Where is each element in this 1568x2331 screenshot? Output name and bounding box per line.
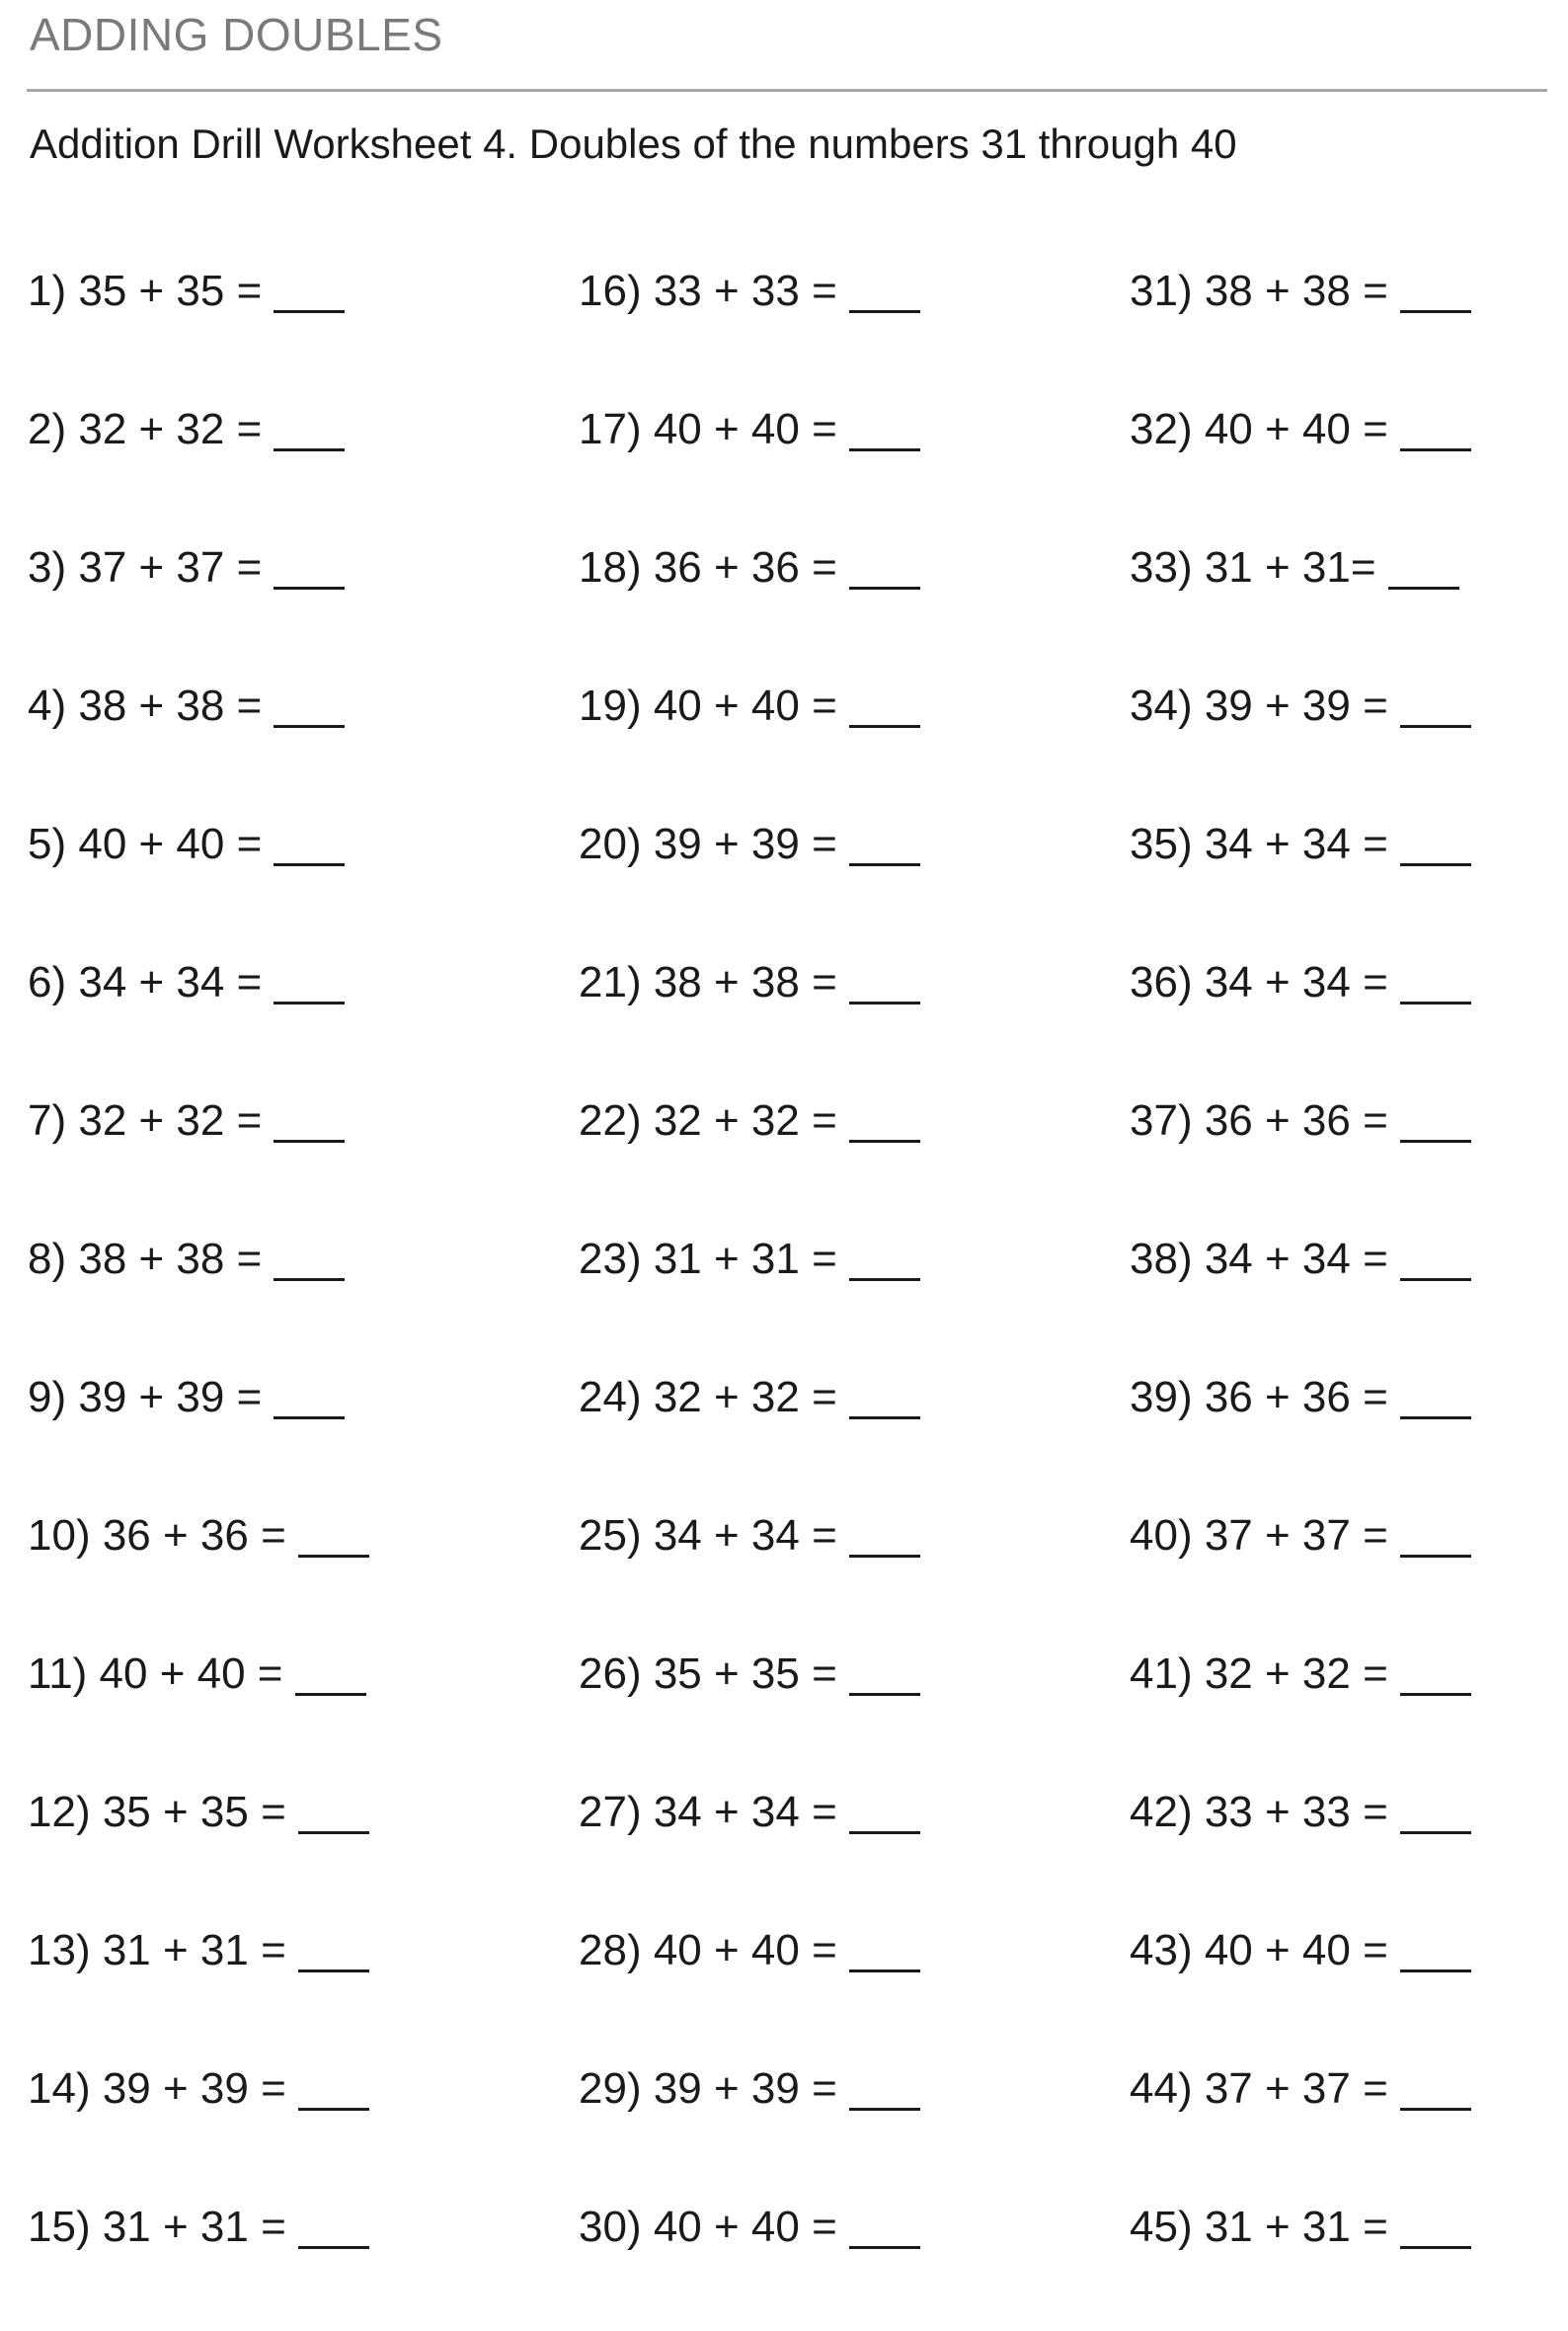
answer-blank[interactable] — [295, 1653, 366, 1696]
problem-item — [579, 1901, 1130, 2000]
problem-label: 43) 40 + 40 = — [1130, 1926, 1388, 1974]
answer-blank[interactable] — [1400, 271, 1471, 313]
problem-label: 33) 31 + 31= — [1130, 543, 1376, 592]
problem-label: 37) 36 + 36 = — [1130, 1096, 1388, 1145]
problem-item — [28, 1072, 579, 1170]
answer-blank[interactable] — [1400, 1100, 1471, 1143]
problem-item — [1130, 933, 1568, 1032]
problem-item — [579, 1072, 1130, 1170]
problem-item — [28, 2040, 579, 2138]
problem-label: 4) 38 + 38 = — [28, 682, 263, 730]
problem-item — [1130, 1763, 1568, 1862]
problem-label: 44) 37 + 37 = — [1130, 2064, 1388, 2113]
problem-item — [579, 1348, 1130, 1447]
problem-item — [1130, 795, 1568, 894]
answer-blank[interactable] — [849, 685, 920, 728]
problem-label: 41) 32 + 32 = — [1130, 1649, 1388, 1698]
answer-blank[interactable] — [274, 962, 345, 1005]
answer-blank[interactable] — [849, 824, 920, 866]
problem-item — [579, 657, 1130, 756]
answer-blank[interactable] — [849, 1239, 920, 1281]
answer-blank[interactable] — [274, 1239, 345, 1281]
problem-item — [579, 795, 1130, 894]
problem-label: 16) 33 + 33 = — [579, 267, 837, 315]
answer-blank[interactable] — [298, 2207, 369, 2249]
answer-blank[interactable] — [298, 1930, 369, 1972]
problem-item — [28, 1487, 579, 1585]
problem-item — [1130, 2040, 1568, 2138]
problem-label: 5) 40 + 40 = — [28, 820, 263, 868]
problem-item — [1130, 1348, 1568, 1447]
problem-item — [579, 380, 1130, 479]
problem-label: 10) 36 + 36 = — [28, 1511, 286, 1560]
problem-label: 35) 34 + 34 = — [1130, 820, 1388, 868]
problem-label: 30) 40 + 40 = — [579, 2203, 837, 2251]
problem-label: 3) 37 + 37 = — [28, 543, 263, 592]
answer-blank[interactable] — [298, 2068, 369, 2111]
answer-blank[interactable] — [298, 1515, 369, 1558]
answer-blank[interactable] — [1400, 685, 1471, 728]
problem-label: 38) 34 + 34 = — [1130, 1235, 1388, 1283]
answer-blank[interactable] — [274, 685, 345, 728]
answer-blank[interactable] — [1400, 1377, 1471, 1419]
problem-item — [579, 1625, 1130, 1724]
answer-blank[interactable] — [849, 1515, 920, 1558]
problem-item — [28, 795, 579, 894]
problem-label: 32) 40 + 40 = — [1130, 405, 1388, 453]
answer-blank[interactable] — [1400, 2068, 1471, 2111]
answer-blank[interactable] — [849, 1792, 920, 1834]
problem-label: 2) 32 + 32 = — [28, 405, 263, 453]
problem-item — [1130, 657, 1568, 756]
problem-item — [1130, 380, 1568, 479]
problem-label: 39) 36 + 36 = — [1130, 1373, 1388, 1421]
problem-item — [28, 2178, 579, 2277]
answer-blank[interactable] — [274, 409, 345, 451]
problem-label: 7) 32 + 32 = — [28, 1096, 263, 1145]
answer-blank[interactable] — [1400, 1239, 1471, 1281]
answer-blank[interactable] — [849, 2207, 920, 2249]
problem-item — [28, 1625, 579, 1724]
problem-item — [579, 1210, 1130, 1309]
answer-blank[interactable] — [849, 1930, 920, 1972]
answer-blank[interactable] — [274, 547, 345, 590]
problem-label: 25) 34 + 34 = — [579, 1511, 837, 1560]
problem-label: 26) 35 + 35 = — [579, 1649, 837, 1698]
answer-blank[interactable] — [298, 1792, 369, 1834]
problem-grid — [28, 242, 1568, 2316]
problem-item — [579, 2040, 1130, 2138]
problem-label: 15) 31 + 31 = — [28, 2203, 286, 2251]
problem-item — [1130, 1487, 1568, 1585]
problem-item — [28, 1901, 579, 2000]
problem-label: 11) 40 + 40 = — [28, 1649, 283, 1698]
answer-blank[interactable] — [274, 1377, 345, 1419]
problem-label: 13) 31 + 31 = — [28, 1926, 286, 1974]
problem-item — [28, 242, 579, 341]
problem-item — [28, 933, 579, 1032]
problem-label: 34) 39 + 39 = — [1130, 682, 1388, 730]
problem-label: 36) 34 + 34 = — [1130, 958, 1388, 1006]
problem-label: 14) 39 + 39 = — [28, 2064, 286, 2113]
problem-item — [579, 1487, 1130, 1585]
problem-label: 20) 39 + 39 = — [579, 820, 837, 868]
problem-label: 19) 40 + 40 = — [579, 682, 837, 730]
answer-blank[interactable] — [849, 1653, 920, 1696]
problem-label: 29) 39 + 39 = — [579, 2064, 837, 2113]
problem-label: 8) 38 + 38 = — [28, 1235, 263, 1283]
problem-label: 40) 37 + 37 = — [1130, 1511, 1388, 1560]
problem-item — [579, 519, 1130, 617]
answer-blank[interactable] — [1400, 824, 1471, 866]
problem-item — [579, 933, 1130, 1032]
problem-label: 12) 35 + 35 = — [28, 1788, 286, 1836]
problem-item — [28, 657, 579, 756]
problem-item — [1130, 519, 1568, 617]
problem-label: 1) 35 + 35 = — [28, 267, 263, 315]
answer-blank[interactable] — [1400, 409, 1471, 451]
answer-blank[interactable] — [1400, 1792, 1471, 1834]
problem-item — [28, 1348, 579, 1447]
answer-blank[interactable] — [849, 271, 920, 313]
problem-item — [1130, 242, 1568, 341]
problem-item — [579, 242, 1130, 341]
problem-item — [28, 1210, 579, 1309]
problem-item — [1130, 1210, 1568, 1309]
problem-label: 18) 36 + 36 = — [579, 543, 837, 592]
problem-item — [579, 1763, 1130, 1862]
problem-item — [1130, 1072, 1568, 1170]
problem-item — [1130, 2178, 1568, 2277]
answer-blank[interactable] — [849, 2068, 920, 2111]
page-title: ADDING DOUBLES — [30, 9, 443, 60]
problem-label: 42) 33 + 33 = — [1130, 1788, 1388, 1836]
worksheet-subtitle: Addition Drill Worksheet 4. Doubles of the numbers 31 through 40 — [30, 121, 1237, 167]
answer-blank[interactable] — [849, 962, 920, 1005]
problem-label: 27) 34 + 34 = — [579, 1788, 837, 1836]
problem-label: 31) 38 + 38 = — [1130, 267, 1388, 315]
answer-blank[interactable] — [849, 1100, 920, 1143]
answer-blank[interactable] — [1400, 962, 1471, 1005]
title-divider — [27, 89, 1547, 92]
problem-item — [28, 380, 579, 479]
answer-blank[interactable] — [274, 271, 345, 313]
problem-item — [1130, 1901, 1568, 2000]
problem-label: 17) 40 + 40 = — [579, 405, 837, 453]
answer-blank[interactable] — [849, 409, 920, 451]
answer-blank[interactable] — [274, 824, 345, 866]
problem-item — [28, 1763, 579, 1862]
answer-blank[interactable] — [849, 1377, 920, 1419]
problem-item — [579, 2178, 1130, 2277]
problem-label: 24) 32 + 32 = — [579, 1373, 837, 1421]
answer-blank[interactable] — [1400, 2207, 1471, 2249]
problem-item — [28, 519, 579, 617]
problem-item — [1130, 1625, 1568, 1724]
problem-label: 6) 34 + 34 = — [28, 958, 263, 1006]
answer-blank[interactable] — [1400, 1515, 1471, 1558]
problem-label: 28) 40 + 40 = — [579, 1926, 837, 1974]
answer-blank[interactable] — [274, 1100, 345, 1143]
answer-blank[interactable] — [1400, 1653, 1471, 1696]
answer-blank[interactable] — [849, 547, 920, 590]
problem-label: 21) 38 + 38 = — [579, 958, 837, 1006]
answer-blank[interactable] — [1388, 547, 1459, 590]
answer-blank[interactable] — [1400, 1930, 1471, 1972]
problem-label: 23) 31 + 31 = — [579, 1235, 837, 1283]
problem-label: 45) 31 + 31 = — [1130, 2203, 1388, 2251]
problem-label: 9) 39 + 39 = — [28, 1373, 263, 1421]
problem-label: 22) 32 + 32 = — [579, 1096, 837, 1145]
